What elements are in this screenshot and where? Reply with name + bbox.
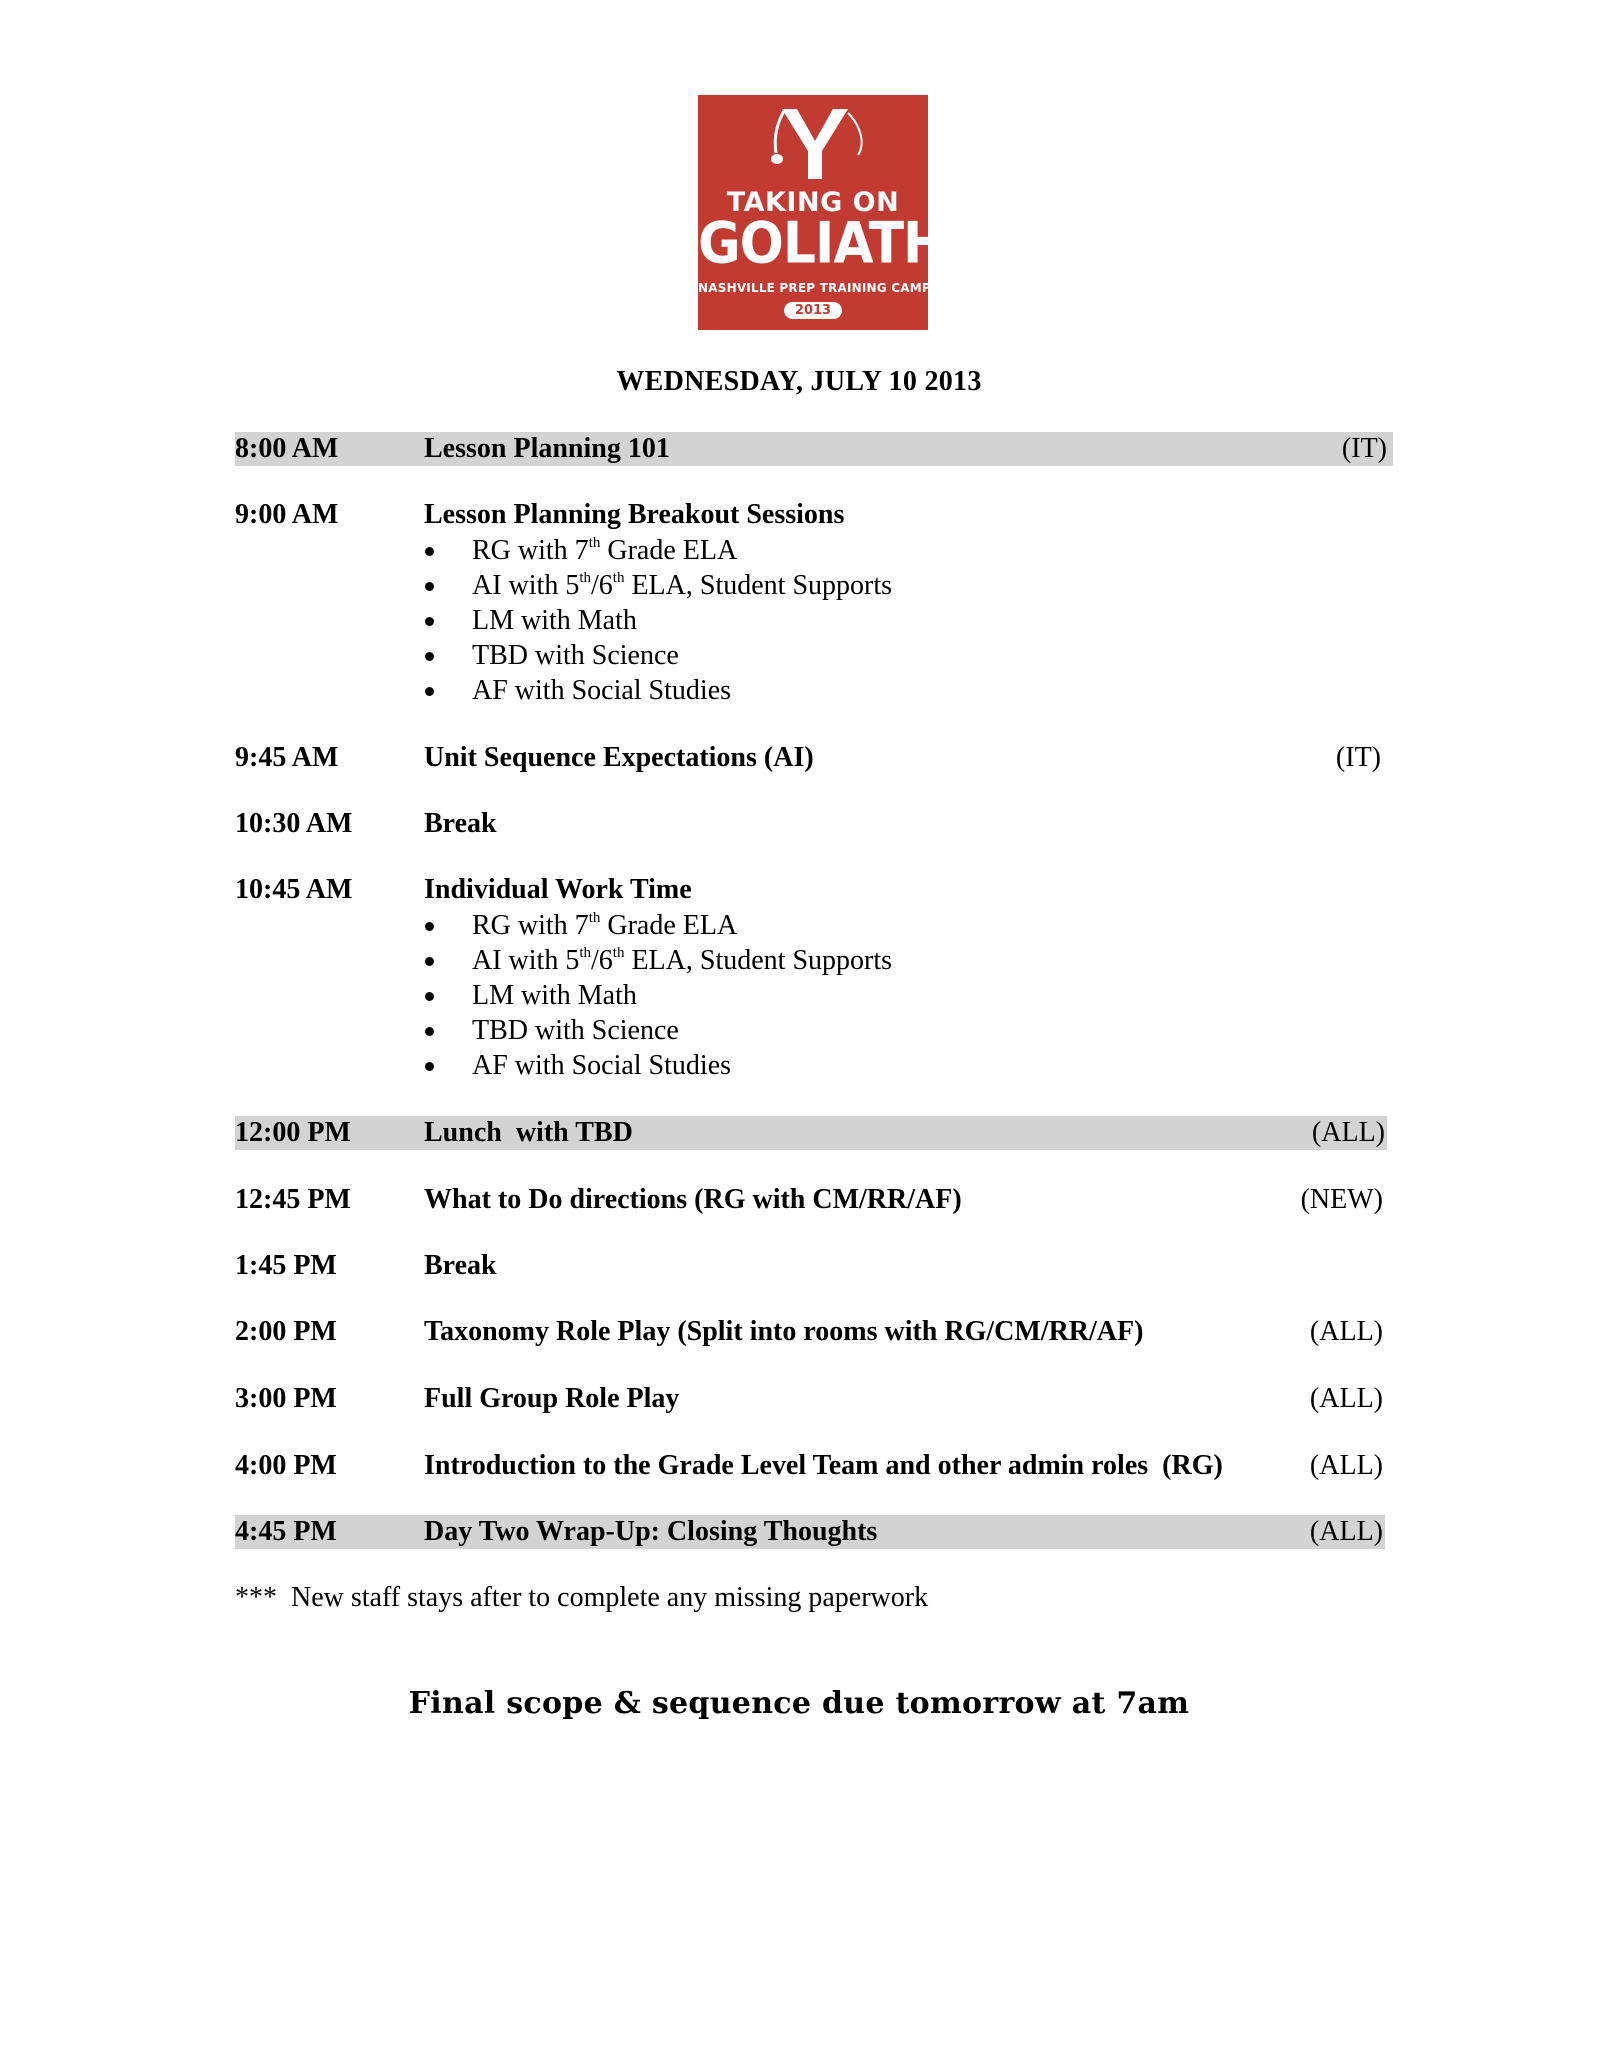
schedule-group: (ALL) xyxy=(1309,1516,1383,1547)
bullet-icon xyxy=(425,922,434,931)
schedule-title: Lesson Planning 101 xyxy=(424,433,670,464)
schedule-row xyxy=(235,741,1393,775)
schedule-time: 4:45 PM xyxy=(235,1516,337,1547)
list-item: AI with 5th/6th ELA, Student Supports xyxy=(424,568,892,603)
bullet-icon xyxy=(425,992,434,1001)
list-item: TBD with Science xyxy=(424,638,892,673)
schedule-row xyxy=(235,1315,1393,1349)
schedule-row xyxy=(235,1183,1393,1217)
work-time-list xyxy=(424,908,892,1083)
schedule-title: Individual Work Time xyxy=(424,874,692,905)
schedule-time: 4:00 PM xyxy=(235,1450,337,1481)
list-item: AI with 5th/6th ELA, Student Supports xyxy=(424,943,892,978)
list-item: AF with Social Studies xyxy=(424,673,892,708)
schedule-row xyxy=(235,1116,1387,1150)
list-item: TBD with Science xyxy=(424,1013,892,1048)
schedule-title: Lunch with TBD xyxy=(424,1117,633,1148)
schedule-title: Day Two Wrap-Up: Closing Thoughts xyxy=(424,1516,878,1547)
schedule-row xyxy=(235,1249,1393,1283)
schedule-time: 2:00 PM xyxy=(235,1316,337,1347)
list-item: RG with 7th Grade ELA xyxy=(424,533,892,568)
schedule-title: What to Do directions (RG with CM/RR/AF) xyxy=(424,1184,962,1215)
schedule-title: Break xyxy=(424,808,497,839)
breakout-sessions-list xyxy=(424,533,892,708)
schedule-group: (ALL) xyxy=(1309,1383,1383,1414)
schedule-title: Full Group Role Play xyxy=(424,1383,680,1414)
list-item: LM with Math xyxy=(424,978,892,1013)
schedule-row xyxy=(235,807,1393,841)
schedule-time: 1:45 PM xyxy=(235,1250,337,1281)
logo-year-badge: 2013 xyxy=(784,302,842,319)
bullet-icon xyxy=(425,547,434,556)
logo-line2: GOLIATH xyxy=(698,211,946,277)
schedule-title: Introduction to the Grade Level Team and other admin roles (RG) xyxy=(424,1450,1223,1481)
schedule-row xyxy=(235,1382,1393,1416)
schedule-group: (ALL) xyxy=(1309,1316,1383,1347)
schedule-title: Taxonomy Role Play (Split into rooms with RG/CM/RR/AF) xyxy=(424,1316,1144,1347)
schedule-time: 9:45 AM xyxy=(235,742,339,773)
schedule-time: 9:00 AM xyxy=(235,499,339,530)
logo-line1: TAKING ON xyxy=(726,187,900,218)
schedule-group: (IT) xyxy=(1335,742,1381,773)
taking-on-goliath-logo xyxy=(698,95,946,330)
bullet-icon xyxy=(425,652,434,661)
bullet-icon xyxy=(425,1027,434,1036)
bullet-icon xyxy=(425,687,434,696)
schedule-row xyxy=(235,498,1393,532)
footnote: *** New staff stays after to complete any missing paperwork xyxy=(235,1582,929,1613)
schedule-time: 8:00 AM xyxy=(235,433,339,464)
bullet-icon xyxy=(425,617,434,626)
schedule-time: 10:30 AM xyxy=(235,808,353,839)
logo-subtitle: NASHVILLE PREP TRAINING CAMP xyxy=(698,281,931,295)
schedule-row xyxy=(235,1515,1385,1549)
schedule-group: (ALL) xyxy=(1311,1117,1385,1148)
bullet-icon xyxy=(425,582,434,591)
schedule-time: 10:45 AM xyxy=(235,874,353,905)
schedule-time: 12:45 PM xyxy=(235,1184,351,1215)
bullet-icon xyxy=(425,957,434,966)
schedule-time: 3:00 PM xyxy=(235,1383,337,1414)
bullet-icon xyxy=(425,1062,434,1071)
schedule-row xyxy=(235,1449,1393,1483)
page-title: WEDNESDAY, JULY 10 2013 xyxy=(616,366,982,397)
schedule-row xyxy=(235,432,1393,466)
final-note: Final scope & sequence due tomorrow at 7am xyxy=(408,1686,1190,1721)
schedule-group: (ALL) xyxy=(1309,1450,1383,1481)
schedule-group: (IT) xyxy=(1341,433,1387,464)
list-item: LM with Math xyxy=(424,603,892,638)
schedule-time: 12:00 PM xyxy=(235,1117,351,1148)
schedule-title: Lesson Planning Breakout Sessions xyxy=(424,499,845,530)
schedule-title: Break xyxy=(424,1250,497,1281)
schedule-title: Unit Sequence Expectations (AI) xyxy=(424,742,814,773)
schedule-group: (NEW) xyxy=(1300,1184,1383,1215)
schedule-row xyxy=(235,873,1393,907)
list-item: RG with 7th Grade ELA xyxy=(424,908,892,943)
list-item: AF with Social Studies xyxy=(424,1048,892,1083)
